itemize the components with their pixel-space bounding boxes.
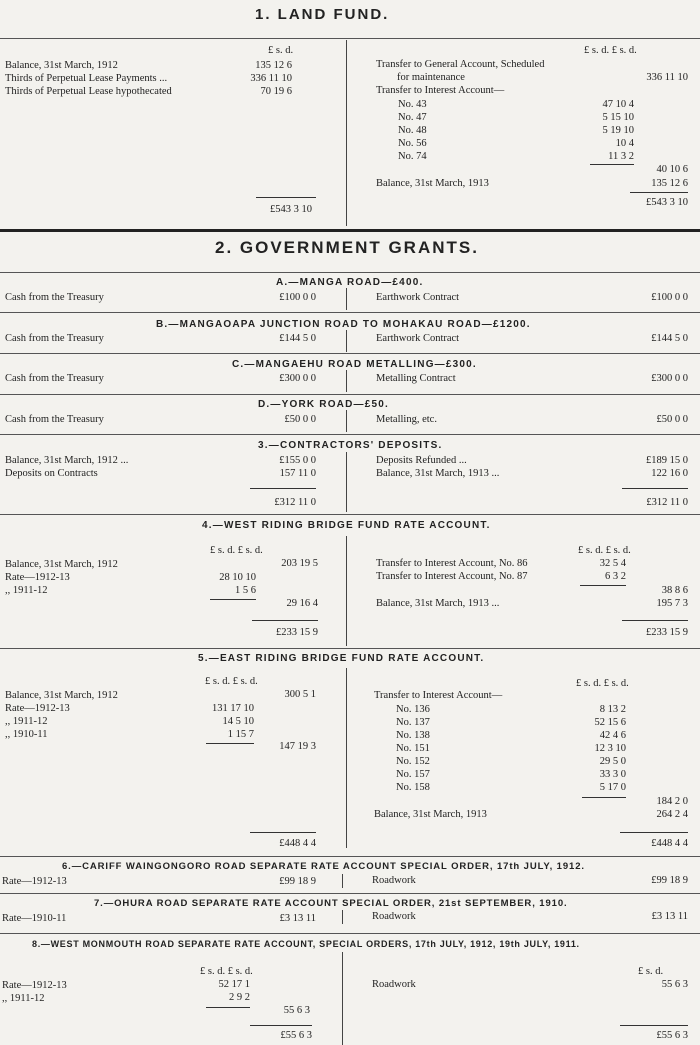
total-rule bbox=[256, 197, 316, 198]
ledger-amount: £144 5 0 bbox=[279, 333, 316, 344]
ledger-amount: 336 11 10 bbox=[646, 72, 688, 83]
ledger-amount: 12 3 10 bbox=[594, 743, 626, 754]
section-title: 3.—CONTRACTORS' DEPOSITS. bbox=[258, 440, 443, 451]
ledger-total: £312 11 0 bbox=[274, 497, 316, 508]
ledger-label: Cash from the Treasury bbox=[5, 414, 104, 425]
total-rule bbox=[250, 488, 316, 489]
ledger-label: ,, 1911-12 bbox=[5, 585, 48, 596]
ledger-label: Transfer to General Account, Scheduled bbox=[376, 59, 545, 70]
ledger-label: Balance, 31st March, 1912 bbox=[5, 60, 118, 71]
ledger-amount: 8 13 2 bbox=[599, 704, 626, 715]
ledger-label: No. 56 bbox=[398, 138, 427, 149]
ledger-label: No. 151 bbox=[396, 743, 430, 754]
lsd-header: £ s. d. bbox=[638, 966, 664, 977]
total-rule bbox=[210, 599, 256, 600]
ledger-amount: 11 3 2 bbox=[608, 151, 634, 162]
ledger-amount: £300 0 0 bbox=[651, 373, 688, 384]
ledger-label: No. 43 bbox=[398, 99, 427, 110]
divider bbox=[0, 514, 700, 515]
ledger-amount: 5 19 10 bbox=[602, 125, 634, 136]
ledger-label: ,, 1911-12 bbox=[5, 716, 48, 727]
total-rule bbox=[206, 1007, 250, 1008]
section-title: A.—MANGA ROAD—£400. bbox=[276, 277, 424, 288]
ledger-amount: 29 16 4 bbox=[286, 598, 318, 609]
divider bbox=[0, 933, 700, 934]
ledger-amount: £100 0 0 bbox=[651, 292, 688, 303]
lsd-header: £ s. d. £ s. d. bbox=[576, 678, 629, 689]
lsd-header: £ s. d. bbox=[268, 45, 294, 56]
ledger-amount: £50 0 0 bbox=[284, 414, 316, 425]
government-grants-title: 2. GOVERNMENT GRANTS. bbox=[215, 238, 479, 257]
ledger-label: Rate—1912-13 bbox=[2, 980, 67, 991]
ledger-amount: 147 19 3 bbox=[279, 741, 316, 752]
ledger-amount: 1 15 7 bbox=[227, 729, 254, 740]
ledger-label: Rate—1912-13 bbox=[5, 703, 70, 714]
ledger-amount: 135 12 6 bbox=[255, 60, 292, 71]
ledger-amount: 55 6 3 bbox=[661, 979, 688, 990]
ledger-label: Balance, 31st March, 1912 ... bbox=[5, 455, 129, 466]
ledger-amount: £3 13 11 bbox=[279, 913, 316, 924]
ledger-amount: 157 11 0 bbox=[279, 468, 316, 479]
ledger-amount: 14 5 10 bbox=[222, 716, 254, 727]
ledger-amount: 5 17 0 bbox=[599, 782, 626, 793]
column-divider bbox=[346, 668, 347, 848]
total-rule bbox=[590, 164, 634, 165]
total-rule bbox=[206, 743, 254, 744]
ledger-amount: £50 0 0 bbox=[656, 414, 688, 425]
column-divider bbox=[346, 288, 347, 310]
ledger-label: ,, 1910-11 bbox=[5, 729, 48, 740]
ledger-total: £55 6 3 bbox=[280, 1030, 312, 1041]
divider bbox=[0, 893, 700, 894]
section-title: 6.—CARIFF WAINGONGORO ROAD SEPARATE RATE ACCOUNT SPECIAL ORDER, 17th JULY, 1912. bbox=[62, 861, 585, 872]
section-title: 7.—OHURA ROAD SEPARATE RATE ACCOUNT SPECIAL ORDER, 21st SEPTEMBER, 1910. bbox=[94, 898, 568, 909]
ledger-amount: 1 5 6 bbox=[235, 585, 256, 596]
ledger-label: Balance, 31st March, 1912 bbox=[5, 690, 118, 701]
ledger-amount: 131 17 10 bbox=[212, 703, 254, 714]
ledger-amount: £3 13 11 bbox=[651, 911, 688, 922]
ledger-label: Earthwork Contract bbox=[376, 333, 460, 344]
ledger-label: Roadwork bbox=[372, 911, 416, 922]
ledger-label: Deposits on Contracts bbox=[5, 468, 98, 479]
ledger-label: No. 48 bbox=[398, 125, 427, 136]
ledger-label: Balance, 31st March, 1913 ... bbox=[376, 468, 500, 479]
divider bbox=[0, 353, 700, 354]
ledger-amount: 5 15 10 bbox=[602, 112, 634, 123]
ledger-amount: 55 6 3 bbox=[283, 1005, 310, 1016]
ledger-label: No. 47 bbox=[398, 112, 427, 123]
ledger-amount: 29 5 0 bbox=[599, 756, 626, 767]
ledger-amount: 40 10 6 bbox=[656, 164, 688, 175]
ledger-label: No. 74 bbox=[398, 151, 427, 162]
ledger-label: Balance, 31st March, 1913 bbox=[376, 178, 489, 189]
column-divider bbox=[346, 410, 347, 432]
divider bbox=[0, 648, 700, 649]
ledger-amount: 336 11 10 bbox=[250, 73, 292, 84]
column-divider bbox=[346, 40, 347, 226]
ledger-label: Balance, 31st March, 1913 ... bbox=[376, 598, 500, 609]
lsd-header: £ s. d. £ s. d. bbox=[210, 545, 263, 556]
ledger-amount: 47 10 4 bbox=[602, 99, 634, 110]
ledger-label: Metalling Contract bbox=[376, 373, 456, 384]
column-divider bbox=[346, 536, 347, 646]
ledger-total: £233 15 9 bbox=[276, 627, 318, 638]
ledger-label: Transfer to Interest Account, No. 86 bbox=[376, 558, 528, 569]
ledger-amount: £100 0 0 bbox=[279, 292, 316, 303]
ledger-label: Cash from the Treasury bbox=[5, 373, 104, 384]
ledger-label: Roadwork bbox=[372, 875, 416, 886]
ledger-amount: £155 0 0 bbox=[279, 455, 316, 466]
ledger-total: £448 4 4 bbox=[651, 838, 688, 849]
ledger-label: Balance, 31st March, 1912 bbox=[5, 559, 118, 570]
ledger-amount: 135 12 6 bbox=[651, 178, 688, 189]
ledger-amount: 28 10 10 bbox=[219, 572, 256, 583]
ledger-amount: £189 15 0 bbox=[646, 455, 688, 466]
lsd-header: £ s. d. £ s. d. bbox=[578, 545, 631, 556]
ledger-amount: 10 4 bbox=[615, 138, 634, 149]
section-title: 5.—EAST RIDING BRIDGE FUND RATE ACCOUNT. bbox=[198, 653, 485, 664]
ledger-label: Transfer to Interest Account— bbox=[374, 690, 503, 701]
divider bbox=[0, 856, 700, 857]
ledger-total: £448 4 4 bbox=[279, 838, 316, 849]
section-title: 8.—WEST MONMOUTH ROAD SEPARATE RATE ACCOUNT, SPECIAL ORDERS, 17th JULY, 1912, 19th JULY, 1911. bbox=[32, 939, 580, 949]
divider bbox=[0, 312, 700, 313]
total-rule bbox=[630, 192, 688, 193]
ledger-label: Deposits Refunded ... bbox=[376, 455, 467, 466]
section-title: 4.—WEST RIDING BRIDGE FUND RATE ACCOUNT. bbox=[202, 520, 491, 531]
ledger-total: £543 3 10 bbox=[646, 197, 688, 208]
land-fund-title: 1. LAND FUND. bbox=[255, 6, 390, 23]
ledger-label: Transfer to Interest Account— bbox=[376, 85, 505, 96]
ledger-label: Roadwork bbox=[372, 979, 416, 990]
ledger-amount: 32 5 4 bbox=[599, 558, 626, 569]
divider bbox=[0, 272, 700, 273]
total-rule bbox=[580, 585, 626, 586]
ledger-amount: 203 19 5 bbox=[281, 558, 318, 569]
ledger-label: Cash from the Treasury bbox=[5, 292, 104, 303]
ledger-amount: 195 7 3 bbox=[656, 598, 688, 609]
ledger-label: Rate—1912-13 bbox=[2, 876, 67, 887]
ledger-amount: 33 3 0 bbox=[599, 769, 626, 780]
ledger-total: £55 6 3 bbox=[656, 1030, 688, 1041]
column-divider bbox=[342, 910, 343, 924]
column-divider bbox=[342, 874, 343, 888]
total-rule bbox=[582, 797, 626, 798]
ledger-label: Cash from the Treasury bbox=[5, 333, 104, 344]
ledger-label: No. 137 bbox=[396, 717, 430, 728]
divider bbox=[0, 229, 700, 232]
divider bbox=[0, 38, 700, 39]
ledger-amount: 264 2 4 bbox=[656, 809, 688, 820]
ledger-label: No. 157 bbox=[396, 769, 430, 780]
ledger-label: Thirds of Perpetual Lease hypothecated bbox=[5, 86, 172, 97]
lsd-header: £ s. d. £ s. d. bbox=[584, 45, 637, 56]
ledger-amount: 52 15 6 bbox=[594, 717, 626, 728]
column-divider bbox=[346, 330, 347, 352]
column-divider bbox=[342, 952, 343, 1045]
ledger-amount: 122 16 0 bbox=[651, 468, 688, 479]
ledger-amount: £99 18 9 bbox=[651, 875, 688, 886]
ledger-amount: 38 8 6 bbox=[661, 585, 688, 596]
section-title: B.—MANGAOAPA JUNCTION ROAD TO MOHAKAU ROAD—£1200. bbox=[156, 319, 531, 330]
ledger-label: Balance, 31st March, 1913 bbox=[374, 809, 487, 820]
ledger-amount: £300 0 0 bbox=[279, 373, 316, 384]
ledger-label: No. 136 bbox=[396, 704, 430, 715]
divider bbox=[0, 394, 700, 395]
ledger-label: Thirds of Perpetual Lease Payments ... bbox=[5, 73, 168, 84]
total-rule bbox=[622, 488, 688, 489]
ledger-label: for maintenance bbox=[397, 72, 465, 83]
total-rule bbox=[620, 1025, 688, 1026]
total-rule bbox=[250, 1025, 312, 1026]
divider bbox=[0, 434, 700, 435]
ledger-label: ,, 1911-12 bbox=[2, 993, 45, 1004]
ledger-label: No. 152 bbox=[396, 756, 430, 767]
ledger-amount: 6 3 2 bbox=[605, 571, 626, 582]
ledger-total: £312 11 0 bbox=[646, 497, 688, 508]
section-title: C.—MANGAEHU ROAD METALLING—£300. bbox=[232, 359, 477, 370]
ledger-amount: 300 5 1 bbox=[284, 689, 316, 700]
lsd-header: £ s. d. £ s. d. bbox=[200, 966, 253, 977]
ledger-total: £233 15 9 bbox=[646, 627, 688, 638]
total-rule bbox=[622, 620, 688, 621]
ledger-label: No. 158 bbox=[396, 782, 430, 793]
ledger-amount: 184 2 0 bbox=[656, 796, 688, 807]
ledger-amount: 42 4 6 bbox=[599, 730, 626, 741]
column-divider bbox=[346, 370, 347, 392]
ledger-label: Metalling, etc. bbox=[376, 414, 437, 425]
total-rule bbox=[250, 832, 316, 833]
ledger-label: Rate—1910-11 bbox=[2, 913, 67, 924]
ledger-label: Rate—1912-13 bbox=[5, 572, 70, 583]
ledger-label: Earthwork Contract bbox=[376, 292, 460, 303]
section-title: D.—YORK ROAD—£50. bbox=[258, 399, 389, 410]
column-divider bbox=[346, 452, 347, 512]
ledger-label: No. 138 bbox=[396, 730, 430, 741]
total-rule bbox=[252, 620, 318, 621]
ledger-amount: £144 5 0 bbox=[651, 333, 688, 344]
lsd-header: £ s. d. £ s. d. bbox=[205, 676, 258, 687]
ledger-amount: 70 19 6 bbox=[260, 86, 292, 97]
ledger-total: £543 3 10 bbox=[270, 204, 312, 215]
ledger-label: Transfer to Interest Account, No. 87 bbox=[376, 571, 528, 582]
ledger-amount: £99 18 9 bbox=[279, 876, 316, 887]
total-rule bbox=[620, 832, 688, 833]
ledger-amount: 2 9 2 bbox=[229, 992, 250, 1003]
ledger-amount: 52 17 1 bbox=[218, 979, 250, 990]
